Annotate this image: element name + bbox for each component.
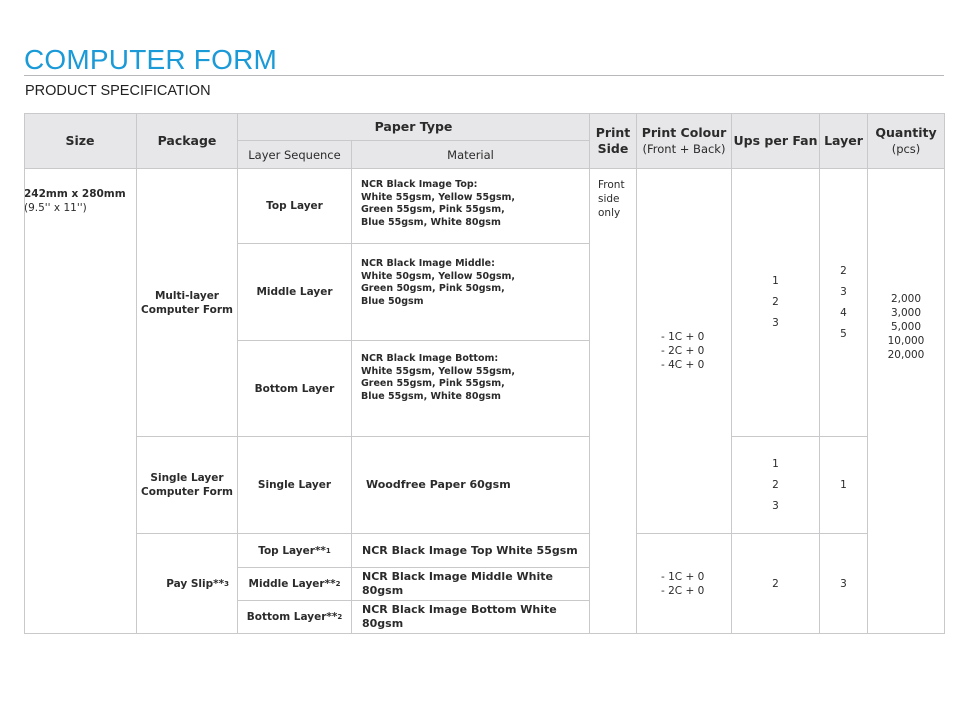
footnote-ref: 1 [325,546,331,555]
material-top: NCR Black Image Top: White 55gsm, Yellow 55gsm, Green 55gsm, Pink 55gsm, Blue 55gsm, White 80gsm [352,169,590,244]
package-pay-slip [137,534,238,634]
layer-payslip-bottom [238,601,352,634]
ups-per-fan-payslip: 2 [732,534,820,634]
layer-payslip-bottom-label: Bottom Layer** [246,611,338,623]
page-title: COMPUTER FORM [24,44,278,75]
header-quantity [868,113,945,169]
layer-payslip-top-label: Top Layer** [258,544,326,557]
size-cell [24,169,137,634]
ups-per-fan-multi: 1 2 3 [732,169,820,437]
footnote-ref: 3 [224,579,229,588]
print-side-cell: Front side only [590,169,637,634]
package-pay-slip-label: Pay Slip** [166,577,225,590]
material-single: Woodfree Paper 60gsm [352,437,590,534]
header-print-colour [637,113,732,169]
layer-middle: Middle Layer [238,244,352,341]
print-colour-forms: - 1C + 0 - 2C + 0 - 4C + 0 [637,169,732,534]
layer-payslip-top [238,534,352,568]
header-paper-type: Paper Type [238,113,590,141]
header-ups-per-fan: Ups per Fan [732,113,820,169]
page-subtitle: PRODUCT SPECIFICATION [25,83,211,99]
layer-single: Single Layer [238,437,352,534]
size-metric: 242mm x 280mm [24,188,126,200]
package-single-layer: Single Layer Computer Form [137,437,238,534]
header-layer: Layer [820,113,868,169]
layer-bottom: Bottom Layer [238,341,352,437]
header-print-colour-sub: (Front + Back) [642,141,726,156]
header-package: Package [137,113,238,169]
material-middle: NCR Black Image Middle: White 50gsm, Yellow 50gsm, Green 50gsm, Pink 50gsm, Blue 50gsm [352,244,590,341]
layer-payslip-middle [238,568,352,601]
print-colour-payslip: - 1C + 0 - 2C + 0 [637,534,732,634]
layer-top: Top Layer [238,169,352,244]
header-print-colour-label: Print Colour [641,124,727,140]
material-payslip-bottom: NCR Black Image Bottom White 80gsm [352,601,590,634]
material-payslip-middle: NCR Black Image Middle White 80gsm [352,568,590,601]
header-material: Material [352,141,590,169]
package-multi-layer: Multi-layer Computer Form [137,169,238,437]
header-size: Size [24,113,137,169]
title-divider [24,75,944,76]
material-bottom: NCR Black Image Bottom: White 55gsm, Yellow 55gsm, Green 55gsm, Pink 55gsm, Blue 55gsm, White 80gsm [352,341,590,437]
layer-count-payslip: 3 [820,534,868,634]
header-quantity-label: Quantity [875,124,937,140]
footnote-ref: 2 [337,613,343,621]
ups-per-fan-single: 1 2 3 [732,437,820,534]
layer-count-multi: 2 3 4 5 [820,169,868,437]
quantity-cell: 2,000 3,000 5,000 10,000 20,000 [868,169,945,634]
header-print-side: Print Side [590,113,637,169]
header-layer-sequence: Layer Sequence [238,141,352,169]
header-quantity-sub: (pcs) [891,141,921,156]
material-payslip-top: NCR Black Image Top White 55gsm [352,534,590,568]
size-imperial: (9.5'' x 11'') [24,202,87,214]
layer-count-single: 1 [820,437,868,534]
layer-payslip-middle-label: Middle Layer** [248,578,336,590]
footnote-ref: 2 [335,580,341,588]
